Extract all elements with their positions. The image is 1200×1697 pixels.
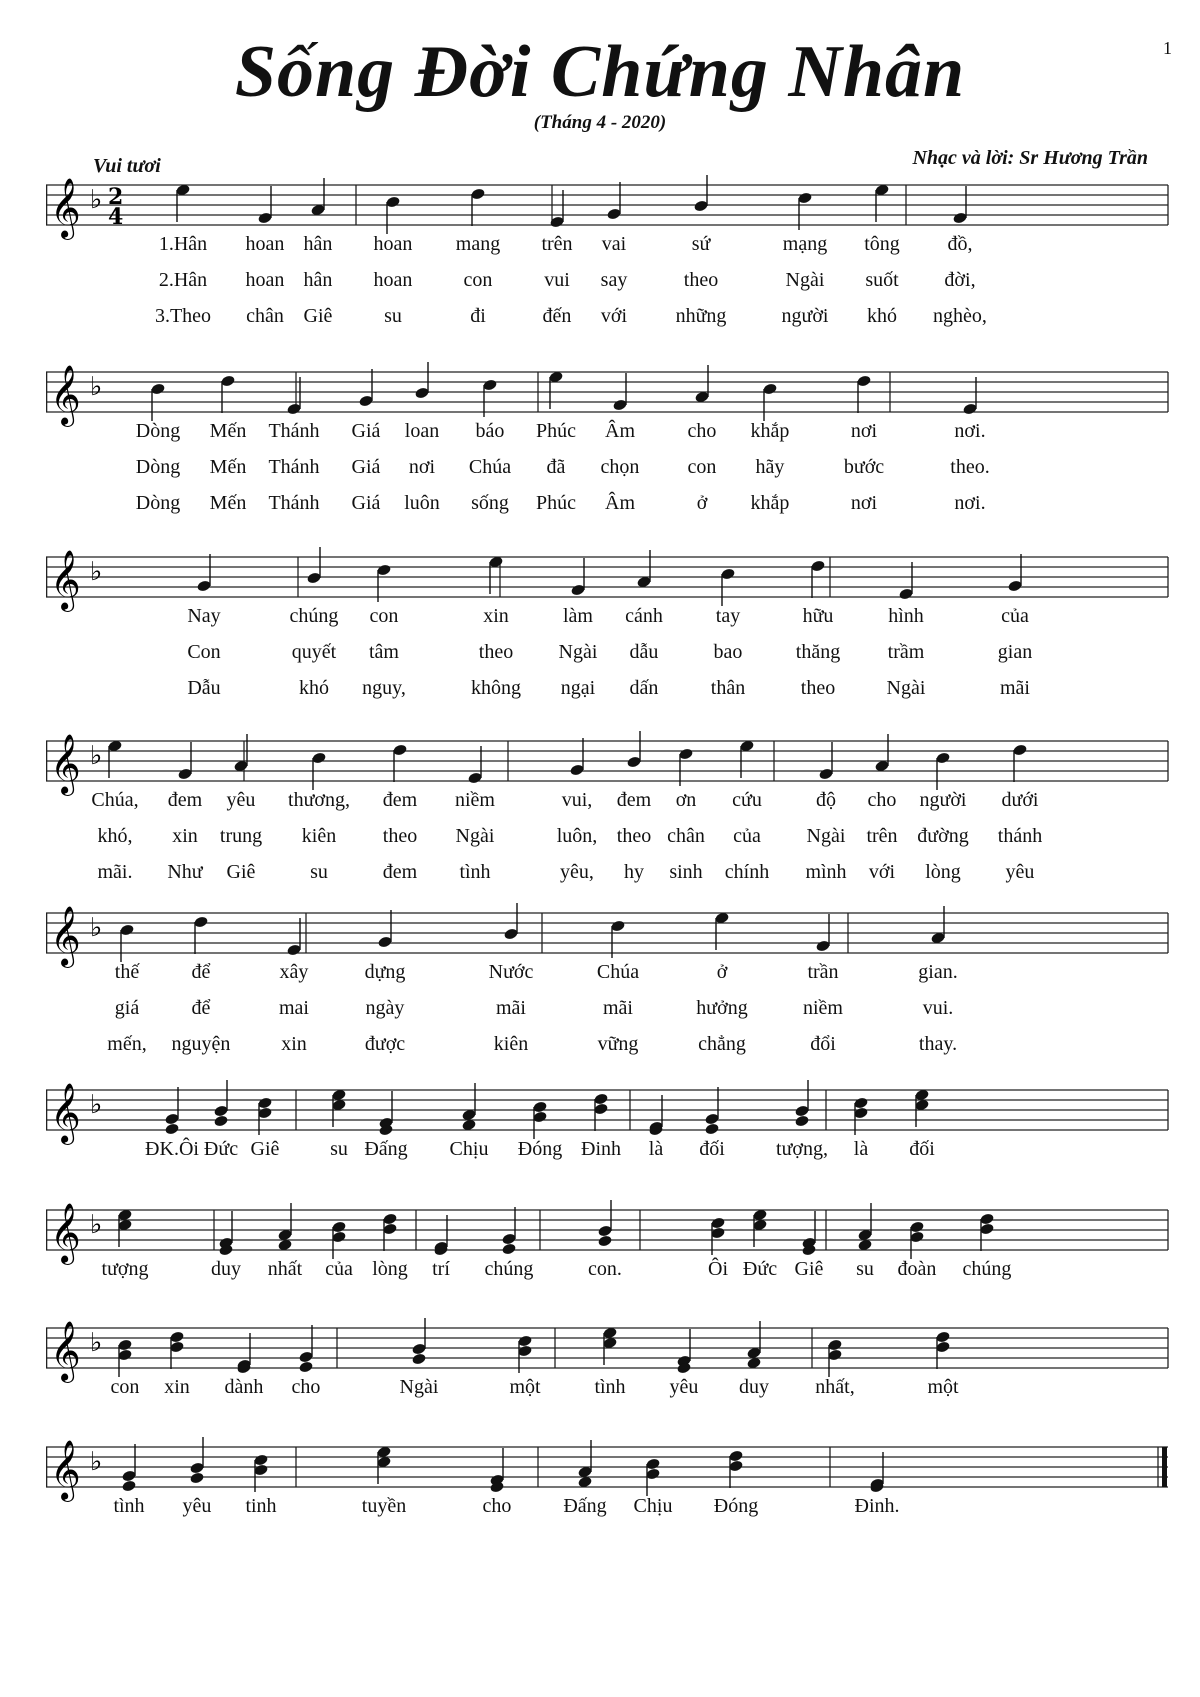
lyric-syllable: ngày (365, 997, 405, 1019)
lyric-syllable: hoan (373, 233, 413, 255)
lyric-syllable: hân (303, 233, 333, 255)
lyric-syllable: cho (687, 420, 717, 442)
lyric-syllable: nơi. (954, 420, 986, 442)
lyric-syllable: Âm (605, 420, 635, 442)
lyric-syllable: dấn (629, 677, 659, 699)
lyric-syllable: tông (864, 233, 900, 255)
lyric-syllable: Nay (187, 605, 221, 627)
lyric-syllable: Giá (351, 492, 381, 514)
lyric-syllable: su (384, 305, 402, 327)
lyric-syllable: con. (588, 1258, 622, 1280)
lyric-syllable: Giê (303, 305, 333, 327)
lyric-syllable: của (325, 1258, 353, 1280)
lyric-syllable: vai (601, 233, 627, 255)
lyric-syllable: kiên (301, 825, 337, 847)
lyric-syllable: Ngài (399, 1376, 439, 1398)
lyric-syllable: luôn, (556, 825, 598, 847)
song-title: Sống Đời Chứng Nhân (234, 31, 966, 113)
lyric-syllable: Dòng (135, 456, 181, 478)
lyric-syllable: với (868, 861, 896, 883)
lyric-syllable: ơn (675, 789, 697, 811)
lyric-syllable: suốt (865, 269, 899, 291)
lyric-syllable: cánh (625, 605, 663, 627)
lyric-syllable: duy (211, 1258, 241, 1280)
lyric-syllable: nguyện (171, 1033, 231, 1055)
lyric-syllable: Con (187, 641, 221, 663)
lyric-syllable: Giá (351, 420, 381, 442)
lyric-syllable: Dòng (135, 420, 181, 442)
lyric-syllable: mãi (1000, 677, 1030, 699)
lyric-syllable: Như (167, 861, 203, 883)
lyric-syllable: cứu (732, 789, 762, 811)
lyric-syllable: Đấng (364, 1138, 408, 1160)
lyric-syllable: Dẫu (187, 677, 221, 699)
lyric-syllable: ở (696, 492, 708, 514)
lyric-syllable: chân (667, 825, 705, 847)
lyric-syllable: hoan (245, 233, 285, 255)
lyric-syllable: Đức (742, 1258, 778, 1280)
lyric-syllable: mạng (782, 233, 828, 255)
lyric-syllable: người (919, 789, 967, 811)
lyric-syllable: Đức (203, 1138, 239, 1160)
lyric-syllable: mãi. (97, 861, 133, 883)
lyric-syllable: Âm (605, 492, 635, 514)
lyric-syllable: đem (167, 789, 203, 811)
lyric-syllable: Giê (250, 1138, 280, 1160)
page-number: 1 (1163, 38, 1172, 58)
song-date: (Tháng 4 - 2020) (533, 112, 667, 133)
lyric-syllable: giá (114, 997, 140, 1019)
lyric-line (0, 269, 1200, 299)
lyric-syllable: với (600, 305, 628, 327)
lyric-line (0, 420, 1200, 450)
lyric-syllable: lòng (372, 1258, 408, 1280)
lyric-syllable: ngại (560, 677, 596, 699)
lyric-syllable: tượng, (776, 1138, 828, 1160)
lyric-syllable: Giê (794, 1258, 824, 1280)
lyric-syllable: theo (478, 641, 514, 663)
lyric-syllable: đoàn (897, 1258, 937, 1280)
lyric-syllable: Ngài (785, 269, 825, 291)
time-signature-numerator: 2 (108, 184, 124, 210)
lyric-syllable: xin (483, 605, 509, 627)
lyric-syllable: mến, (107, 1033, 147, 1055)
lyric-syllable: khó (867, 305, 897, 327)
lyric-syllable: trần (807, 961, 839, 983)
treble-clef-icon: 𝄞 (50, 734, 81, 794)
lyric-syllable: ĐK.Ôi (145, 1138, 199, 1160)
lyric-line (0, 1033, 1200, 1063)
lyric-syllable: thăng (795, 641, 841, 663)
lyric-syllable: Ngài (455, 825, 495, 847)
lyric-syllable: đường (917, 825, 969, 847)
lyric-syllable: vững (597, 1033, 639, 1055)
lyric-syllable: nơi (408, 456, 436, 478)
treble-clef-icon: 𝄞 (50, 1440, 81, 1500)
lyric-line (0, 305, 1200, 335)
treble-clef-icon: 𝄞 (50, 365, 81, 425)
lyric-syllable: vui, (561, 789, 593, 811)
treble-clef-icon: 𝄞 (50, 1083, 81, 1143)
lyric-syllable: kiên (493, 1033, 529, 1055)
treble-clef-icon: 𝄞 (50, 906, 81, 966)
lyric-syllable: con (369, 605, 399, 627)
lyric-syllable: nghèo, (933, 305, 987, 327)
lyric-syllable: luôn (404, 492, 440, 514)
lyric-line (0, 492, 1200, 522)
lyric-syllable: chính (724, 861, 770, 883)
lyric-syllable: con (110, 1376, 140, 1398)
time-signature-denominator: 4 (108, 204, 124, 230)
lyric-syllable: tâm (369, 641, 399, 663)
lyric-syllable: theo (382, 825, 418, 847)
flat-key-signature-icon: ♭ (90, 1210, 103, 1240)
lyric-syllable: làm (563, 605, 593, 627)
lyric-syllable: Chịu (449, 1138, 489, 1160)
lyric-syllable: là (648, 1138, 664, 1160)
lyric-syllable: là (853, 1138, 869, 1160)
lyric-syllable: xin (172, 825, 198, 847)
lyric-syllable: Ngài (886, 677, 926, 699)
lyric-syllable: hữu (802, 605, 834, 627)
lyric-syllable: hoan (245, 269, 285, 291)
lyric-syllable: lòng (925, 861, 961, 883)
lyric-syllable: tình (459, 861, 491, 883)
lyric-syllable: gian (997, 641, 1033, 663)
lyric-syllable: độ (816, 789, 836, 811)
lyric-syllable: dưới (1001, 789, 1039, 811)
lyric-syllable: say (600, 269, 628, 291)
lyric-syllable: đem (382, 861, 418, 883)
lyric-syllable: đồ, (947, 233, 973, 255)
lyric-syllable: Giê (226, 861, 256, 883)
flat-key-signature-icon: ♭ (90, 1090, 103, 1120)
lyric-syllable: đổi (810, 1033, 836, 1055)
lyric-syllable: Ngài (558, 641, 598, 663)
lyric-line (0, 456, 1200, 486)
lyric-syllable: theo. (950, 456, 990, 478)
lyric-syllable: Mến (209, 492, 247, 514)
lyric-syllable: vui. (922, 997, 954, 1019)
flat-key-signature-icon: ♭ (90, 185, 103, 215)
lyric-syllable: xây (279, 961, 309, 983)
lyric-syllable: mãi (603, 997, 633, 1019)
treble-clef-icon: 𝄞 (50, 178, 81, 238)
flat-key-signature-icon: ♭ (90, 372, 103, 402)
lyric-syllable: con (687, 456, 717, 478)
lyric-syllable: hãy (755, 456, 785, 478)
lyric-syllable: chúng (962, 1258, 1012, 1280)
lyric-syllable: đối (699, 1138, 725, 1160)
lyric-syllable: đối (909, 1138, 935, 1160)
lyric-syllable: đời, (944, 269, 976, 291)
lyric-syllable: Ôi (708, 1258, 728, 1280)
treble-clef-icon: 𝄞 (50, 1321, 81, 1381)
flat-key-signature-icon: ♭ (90, 913, 103, 943)
lyric-syllable: Đóng (517, 1138, 563, 1160)
lyric-syllable: nơi (850, 492, 878, 514)
lyric-syllable: hy (624, 861, 644, 883)
lyric-syllable: bao (713, 641, 743, 663)
lyric-syllable: những (675, 305, 727, 327)
lyric-syllable: một (509, 1376, 541, 1398)
lyric-syllable: chọn (600, 456, 640, 478)
lyric-syllable: Thánh (268, 492, 320, 514)
lyric-line (0, 789, 1200, 819)
lyric-syllable: Thánh (268, 456, 320, 478)
lyric-syllable: khắp (750, 420, 790, 442)
lyric-syllable: ở (716, 961, 728, 983)
flat-key-signature-icon: ♭ (90, 1328, 103, 1358)
lyric-syllable: Giá (351, 456, 381, 478)
lyric-syllable: sống (471, 492, 509, 514)
lyric-syllable: Phúc (536, 420, 576, 442)
lyric-syllable: của (733, 825, 761, 847)
lyric-syllable: nơi. (954, 492, 986, 514)
lyric-syllable: niềm (455, 789, 495, 811)
lyric-syllable: xin (281, 1033, 307, 1055)
lyric-syllable: Chúa (596, 961, 640, 983)
lyric-syllable: trầm (887, 641, 925, 663)
lyric-syllable: tình (113, 1495, 145, 1517)
lyric-line (0, 605, 1200, 635)
lyric-syllable: đem (382, 789, 418, 811)
lyric-syllable: để (191, 961, 211, 983)
lyric-syllable: yêu (1005, 861, 1035, 883)
lyric-syllable: được (364, 1033, 406, 1055)
lyric-syllable: duy (739, 1376, 769, 1398)
lyric-syllable: tay (715, 605, 741, 627)
lyric-syllable: không (471, 677, 521, 699)
lyric-syllable: mình (805, 861, 847, 883)
lyric-syllable: của (1001, 605, 1029, 627)
lyric-line (0, 233, 1200, 263)
lyric-syllable: vui (544, 269, 570, 291)
lyric-line (0, 1258, 1200, 1288)
lyric-syllable: Chúa, (91, 789, 139, 811)
lyric-line (0, 1376, 1200, 1406)
lyric-syllable: bước (843, 456, 885, 478)
lyric-syllable: Dòng (135, 492, 181, 514)
lyric-syllable: Mến (209, 420, 247, 442)
lyric-syllable: tinh (245, 1495, 277, 1517)
lyric-syllable: su (856, 1258, 874, 1280)
lyric-syllable: thế (114, 961, 140, 983)
lyric-syllable: niềm (803, 997, 843, 1019)
lyric-syllable: trung (219, 825, 263, 847)
tempo-marking: Vui tươi (93, 155, 161, 177)
flat-key-signature-icon: ♭ (90, 1447, 103, 1477)
lyric-syllable: trên (866, 825, 898, 847)
lyric-syllable: một (927, 1376, 959, 1398)
lyric-syllable: tuyền (361, 1495, 407, 1517)
lyric-syllable: con (463, 269, 493, 291)
lyric-syllable: thay. (918, 1033, 958, 1055)
lyric-syllable: Chịu (633, 1495, 673, 1517)
lyric-syllable: chúng (289, 605, 339, 627)
lyric-syllable: hưởng (696, 997, 748, 1019)
lyric-syllable: thương, (288, 789, 350, 811)
lyric-syllable: tình (594, 1376, 626, 1398)
lyric-syllable: dựng (364, 961, 406, 983)
lyric-syllable: đem (616, 789, 652, 811)
lyric-syllable: nhất (267, 1258, 303, 1280)
lyric-syllable: báo (475, 420, 505, 442)
flat-key-signature-icon: ♭ (90, 741, 103, 771)
lyric-syllable: đi (470, 305, 486, 327)
lyric-syllable: Đóng (713, 1495, 759, 1517)
lyric-syllable: theo (616, 825, 652, 847)
lyric-syllable: trí (432, 1258, 450, 1280)
lyric-syllable: 3.Theo (154, 305, 212, 327)
lyric-syllable: cho (867, 789, 897, 811)
lyric-syllable: Chúa (468, 456, 512, 478)
lyric-line (0, 1138, 1200, 1168)
lyric-syllable: Đinh (581, 1138, 621, 1160)
lyric-syllable: khó, (97, 825, 133, 847)
lyric-syllable: để (191, 997, 211, 1019)
lyric-syllable: sinh (669, 861, 703, 883)
lyric-syllable: Thánh (268, 420, 320, 442)
lyric-line (0, 861, 1200, 891)
lyric-syllable: 1.Hân (158, 233, 208, 255)
flat-key-signature-icon: ♭ (90, 557, 103, 587)
lyric-line (0, 677, 1200, 707)
lyric-syllable: hoan (373, 269, 413, 291)
lyric-syllable: Đinh. (854, 1495, 900, 1517)
lyric-line (0, 1495, 1200, 1525)
lyric-syllable: gian. (918, 961, 958, 983)
lyric-syllable: theo (683, 269, 719, 291)
lyric-syllable: thân (710, 677, 746, 699)
lyric-line (0, 641, 1200, 671)
lyric-syllable: nguy, (362, 677, 406, 699)
lyric-syllable: nhất, (815, 1376, 855, 1398)
treble-clef-icon: 𝄞 (50, 1203, 81, 1263)
lyric-syllable: cho (291, 1376, 321, 1398)
lyric-syllable: chẳng (698, 1033, 746, 1055)
lyric-syllable: su (330, 1138, 348, 1160)
lyric-syllable: người (781, 305, 829, 327)
lyric-syllable: mai (279, 997, 309, 1019)
lyric-syllable: yêu, (560, 861, 594, 883)
lyric-syllable: hình (888, 605, 924, 627)
lyric-syllable: thánh (997, 825, 1043, 847)
lyric-syllable: chân (246, 305, 284, 327)
lyric-syllable: quyết (291, 641, 337, 663)
lyric-syllable: khắp (750, 492, 790, 514)
lyric-syllable: su (310, 861, 328, 883)
lyric-syllable: Phúc (536, 492, 576, 514)
lyric-syllable: Ngài (806, 825, 846, 847)
lyric-syllable: Nước (488, 961, 534, 983)
lyric-syllable: Mến (209, 456, 247, 478)
lyric-syllable: mãi (496, 997, 526, 1019)
treble-clef-icon: 𝄞 (50, 550, 81, 610)
lyric-syllable: dẫu (629, 641, 659, 663)
lyric-syllable: đến (542, 305, 572, 327)
lyric-line (0, 825, 1200, 855)
lyric-syllable: trên (541, 233, 573, 255)
lyric-syllable: yêu (182, 1495, 212, 1517)
lyric-syllable: dành (224, 1376, 264, 1398)
lyric-syllable: 2.Hân (158, 269, 208, 291)
lyric-syllable: yêu (669, 1376, 699, 1398)
lyric-syllable: hân (303, 269, 333, 291)
lyric-syllable: chúng (484, 1258, 534, 1280)
lyric-syllable: yêu (226, 789, 256, 811)
lyric-line (0, 961, 1200, 991)
lyric-syllable: nơi (850, 420, 878, 442)
lyric-syllable: Đấng (563, 1495, 607, 1517)
lyric-syllable: mang (455, 233, 501, 255)
lyric-syllable: loan (404, 420, 440, 442)
composer-credit: Nhạc và lời: Sr Hương Trần (912, 147, 1148, 169)
lyric-syllable: cho (482, 1495, 512, 1517)
lyric-syllable: tượng (101, 1258, 149, 1280)
lyric-syllable: theo (800, 677, 836, 699)
lyric-syllable: khó (299, 677, 329, 699)
lyric-syllable: xin (164, 1376, 190, 1398)
lyric-syllable: sứ (691, 233, 711, 255)
lyric-line (0, 997, 1200, 1027)
lyric-syllable: đã (546, 456, 566, 478)
